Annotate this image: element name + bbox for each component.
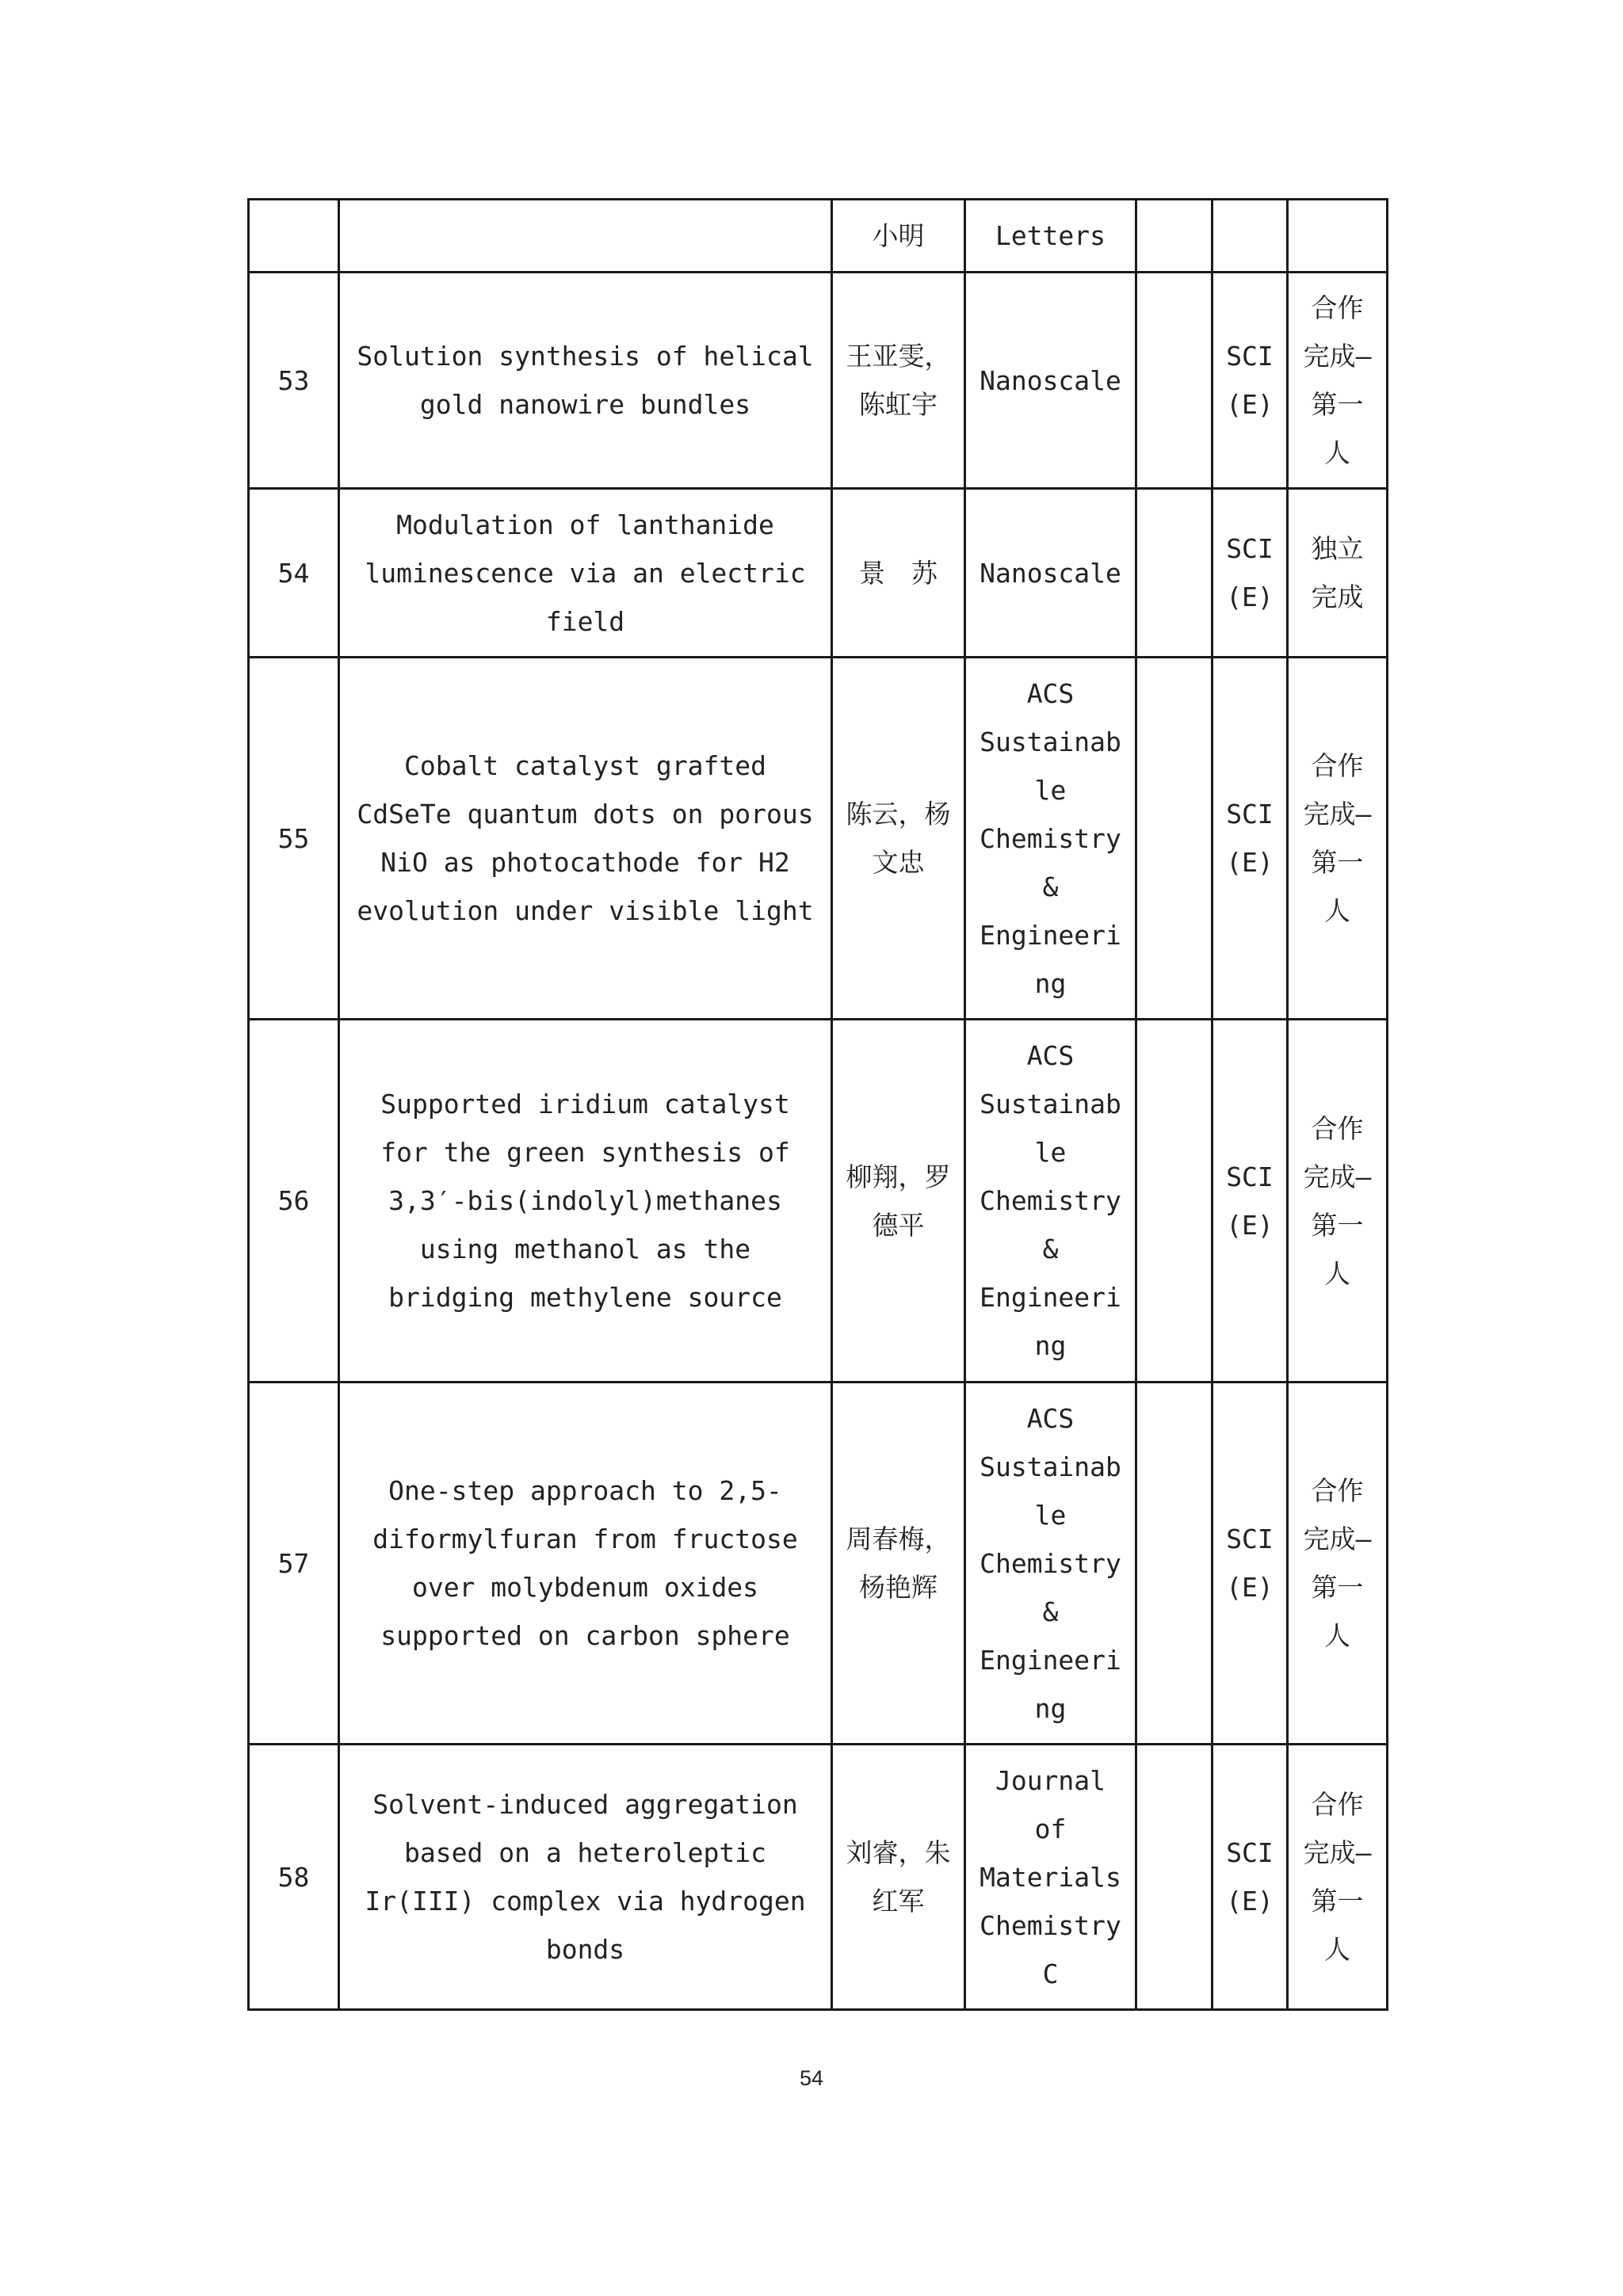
- journal-name: ACS Sustainable Chemistry & Engineering: [965, 658, 1136, 1020]
- empty-cell: [1136, 1745, 1212, 2010]
- journal-name: Journal of Materials Chemistry C: [965, 1745, 1136, 2010]
- row-number: 57: [249, 1383, 339, 1745]
- paper-title: Solution synthesis of helical gold nanowire bundles: [339, 273, 832, 489]
- completion-note: 合作完成—第一人: [1288, 1383, 1388, 1745]
- empty-cell: [1136, 1383, 1212, 1745]
- completion-note: 合作完成—第一人: [1288, 1745, 1388, 2010]
- empty-cell: [1136, 273, 1212, 489]
- completion-note: 合作完成—第一人: [1288, 658, 1388, 1020]
- completion-note: [1288, 200, 1388, 273]
- paper-authors: 景 苏: [832, 489, 965, 658]
- paper-authors: 王亚雯，陈虹宇: [832, 273, 965, 489]
- paper-title: [339, 200, 832, 273]
- journal-name: ACS Sustainable Chemistry & Engineering: [965, 1383, 1136, 1745]
- index-type: SCI (E): [1212, 1745, 1288, 2010]
- row-number: 55: [249, 658, 339, 1020]
- paper-title: Modulation of lanthanide luminescence via an electric field: [339, 489, 832, 658]
- table-row: [249, 658, 1388, 1020]
- row-number: 53: [249, 273, 339, 489]
- paper-authors: 柳翔，罗德平: [832, 1020, 965, 1383]
- completion-note: 合作完成—第一人: [1288, 273, 1388, 489]
- row-number: 54: [249, 489, 339, 658]
- table-row: [249, 200, 1388, 273]
- index-type: SCI (E): [1212, 658, 1288, 1020]
- paper-authors: 刘睿，朱红军: [832, 1745, 965, 2010]
- empty-cell: [1136, 489, 1212, 658]
- paper-authors: 小明: [832, 200, 965, 273]
- index-type: [1212, 200, 1288, 273]
- paper-title: One-step approach to 2,5-diformylfuran from fructose over molybdenum oxides supported on carbon sphere: [339, 1383, 832, 1745]
- table-row: [249, 1020, 1388, 1383]
- paper-authors: 周春梅，杨艳辉: [832, 1383, 965, 1745]
- row-number: 56: [249, 1020, 339, 1383]
- index-type: SCI (E): [1212, 1020, 1288, 1383]
- table-row: [249, 1745, 1388, 2010]
- table-row: [249, 1383, 1388, 1745]
- paper-authors: 陈云，杨文忠: [832, 658, 965, 1020]
- journal-name: Nanoscale: [965, 489, 1136, 658]
- row-number: [249, 200, 339, 273]
- journal-name: Nanoscale: [965, 273, 1136, 489]
- journal-name: ACS Sustainable Chemistry & Engineering: [965, 1020, 1136, 1383]
- table-row: [249, 489, 1388, 658]
- paper-title: Cobalt catalyst grafted CdSeTe quantum dots on porous NiO as photocathode for H2 evolution under visible light: [339, 658, 832, 1020]
- journal-name: Letters: [965, 200, 1136, 273]
- empty-cell: [1136, 658, 1212, 1020]
- index-type: SCI (E): [1212, 489, 1288, 658]
- index-type: SCI (E): [1212, 1383, 1288, 1745]
- page-number: 54: [799, 2066, 824, 2090]
- paper-title: Supported iridium catalyst for the green synthesis of 3,3′-bis(indolyl)methanes using methanol as the bridging methylene source: [339, 1020, 832, 1383]
- paper-title: Solvent-induced aggregation based on a heteroleptic Ir(III) complex via hydrogen bonds: [339, 1745, 832, 2010]
- table-row: [249, 273, 1388, 489]
- completion-note: 独立完成: [1288, 489, 1388, 658]
- empty-cell: [1136, 200, 1212, 273]
- row-number: 58: [249, 1745, 339, 2010]
- empty-cell: [1136, 1020, 1212, 1383]
- completion-note: 合作完成—第一人: [1288, 1020, 1388, 1383]
- index-type: SCI (E): [1212, 273, 1288, 489]
- publication-table: [247, 198, 1388, 2011]
